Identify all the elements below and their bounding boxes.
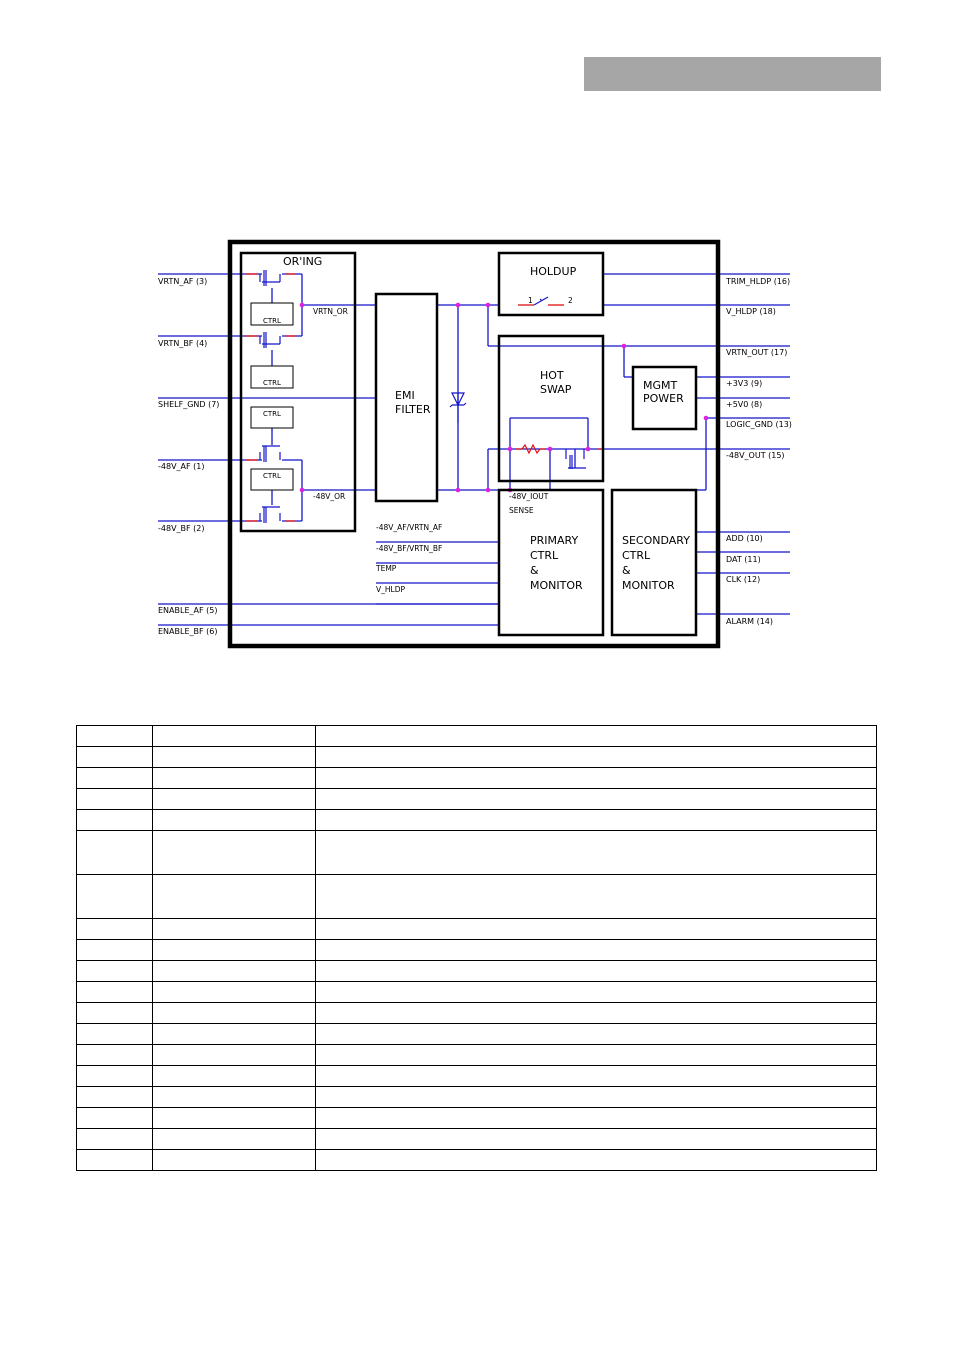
table-cell (316, 1150, 877, 1171)
ctrl-label: CTRL (263, 379, 281, 387)
table-cell (77, 1003, 153, 1024)
table-cell (77, 831, 153, 875)
pin-label-right: +5V0 (8) (726, 400, 763, 409)
emi-label-2: FILTER (395, 403, 431, 416)
table-cell (153, 1087, 316, 1108)
table-row (77, 726, 877, 747)
table-cell (153, 831, 316, 875)
table-cell (77, 810, 153, 831)
tvs-diode (450, 393, 466, 423)
table-cell (316, 768, 877, 789)
hotswap-block (499, 336, 603, 481)
table-cell (153, 789, 316, 810)
secondary-label-3: & (622, 564, 631, 577)
table-cell (316, 726, 877, 747)
primary-label-1: PRIMARY (530, 534, 579, 547)
pin-label-left: -48V_AF (1) (158, 462, 205, 471)
table-row (77, 940, 877, 961)
net-label: -48V_AF/VRTN_AF (376, 523, 443, 532)
table-cell (153, 1003, 316, 1024)
secondary-ctrl-block (612, 490, 696, 635)
table-cell (77, 789, 153, 810)
pin-label-right: VRTN_OUT (17) (726, 348, 788, 357)
table-cell (316, 875, 877, 919)
pin-label-right: LOGIC_GND (13) (726, 420, 792, 429)
primary-label-2: CTRL (530, 549, 559, 562)
table-cell (77, 1045, 153, 1066)
table-cell (77, 875, 153, 919)
primary-label-3: & (530, 564, 539, 577)
table-row (77, 982, 877, 1003)
table-row (77, 1003, 877, 1024)
net-label: -48V_BF/VRTN_BF (376, 544, 443, 553)
emi-label-1: EMI (395, 389, 415, 402)
table-cell (316, 1087, 877, 1108)
mgmt-label-2: POWER (643, 392, 684, 405)
table-cell (77, 1024, 153, 1045)
table-cell (316, 961, 877, 982)
ctrl-label: CTRL (263, 410, 281, 418)
switch-pin-label: 2 (568, 296, 573, 305)
table-cell (153, 747, 316, 768)
table-cell (316, 1108, 877, 1129)
table-cell (316, 789, 877, 810)
table-row (77, 875, 877, 919)
pin-label-left: SHELF_GND (7) (158, 400, 220, 409)
table-cell (77, 919, 153, 940)
table-cell (153, 940, 316, 961)
pin-label-left: ENABLE_AF (5) (158, 606, 218, 615)
secondary-label-1: SECONDARY (622, 534, 690, 547)
pin-table (76, 725, 877, 1171)
table-row (77, 747, 877, 768)
table-cell (77, 1150, 153, 1171)
net-label: -48V_OR (313, 492, 346, 501)
table-cell (316, 940, 877, 961)
pin-label-left: VRTN_BF (4) (158, 339, 208, 348)
net-label: -48V_IOUT (509, 492, 549, 501)
table-cell (153, 810, 316, 831)
ctrl-label: CTRL (263, 472, 281, 480)
hotswap-label-2: SWAP (540, 383, 572, 396)
pin-label-right: ADD (10) (726, 534, 763, 543)
table-row (77, 1066, 877, 1087)
net-label: TEMP (376, 564, 397, 573)
pin-label-left: -48V_BF (2) (158, 524, 205, 533)
pin-label-right: TRIM_HLDP (16) (726, 277, 791, 286)
table-cell (316, 1003, 877, 1024)
table-cell (316, 747, 877, 768)
table-cell (153, 1024, 316, 1045)
mgmt-label-1: MGMT (643, 379, 678, 392)
pin-label-right: +3V3 (9) (726, 379, 763, 388)
table-cell (77, 726, 153, 747)
table-cell (77, 961, 153, 982)
table-row (77, 919, 877, 940)
table-cell (316, 1024, 877, 1045)
ctrl-boxes (251, 303, 293, 490)
table-row (77, 810, 877, 831)
table-row (77, 1129, 877, 1150)
secondary-label-2: CTRL (622, 549, 651, 562)
pin-label-right: ALARM (14) (726, 617, 774, 626)
pin-label-left: VRTN_AF (3) (158, 277, 208, 286)
mosfet-symbols (260, 270, 586, 523)
hotswap-label-1: HOT (540, 369, 564, 382)
holdup-switch (534, 297, 548, 305)
table-cell (77, 1129, 153, 1150)
table-cell (77, 1108, 153, 1129)
pin-label-left: ENABLE_BF (6) (158, 627, 218, 636)
table-cell (153, 982, 316, 1003)
table-cell (153, 1108, 316, 1129)
ctrl-label: CTRL (263, 317, 281, 325)
table-row (77, 768, 877, 789)
table-cell (153, 1045, 316, 1066)
pin-label-right: CLK (12) (726, 575, 761, 584)
net-label: V_HLDP (376, 585, 405, 594)
table-cell (77, 768, 153, 789)
table-cell (153, 1129, 316, 1150)
pin-label-right: -48V_OUT (15) (726, 451, 785, 460)
table-cell (77, 747, 153, 768)
table-cell (153, 768, 316, 789)
pin-label-right: V_HLDP (18) (726, 307, 776, 316)
holdup-label: HOLDUP (530, 265, 577, 278)
table-cell (77, 1066, 153, 1087)
table-cell (316, 982, 877, 1003)
table-cell (316, 1129, 877, 1150)
net-label: VRTN_OR (313, 307, 348, 316)
table-cell (153, 961, 316, 982)
table-cell (316, 831, 877, 875)
table-row (77, 1150, 877, 1171)
table-cell (316, 919, 877, 940)
table-cell (153, 875, 316, 919)
table-cell (153, 1066, 316, 1087)
table-cell (153, 919, 316, 940)
secondary-label-4: MONITOR (622, 579, 675, 592)
table-cell (153, 726, 316, 747)
table-row (77, 789, 877, 810)
table-cell (153, 1150, 316, 1171)
oring-label: OR'ING (283, 255, 323, 268)
table-row (77, 1108, 877, 1129)
pin-label-right: DAT (11) (726, 555, 761, 564)
table-row (77, 1024, 877, 1045)
table-row (77, 961, 877, 982)
table-row (77, 831, 877, 875)
table-cell (316, 810, 877, 831)
holdup-block (499, 253, 603, 315)
primary-label-4: MONITOR (530, 579, 583, 592)
switch-pin-label: 1 (528, 296, 533, 305)
table-cell (316, 1066, 877, 1087)
table-row (77, 1045, 877, 1066)
net-label: SENSE (509, 506, 534, 515)
table-cell (316, 1045, 877, 1066)
table-cell (77, 1087, 153, 1108)
table-cell (77, 940, 153, 961)
table-cell (77, 982, 153, 1003)
table-row (77, 1087, 877, 1108)
